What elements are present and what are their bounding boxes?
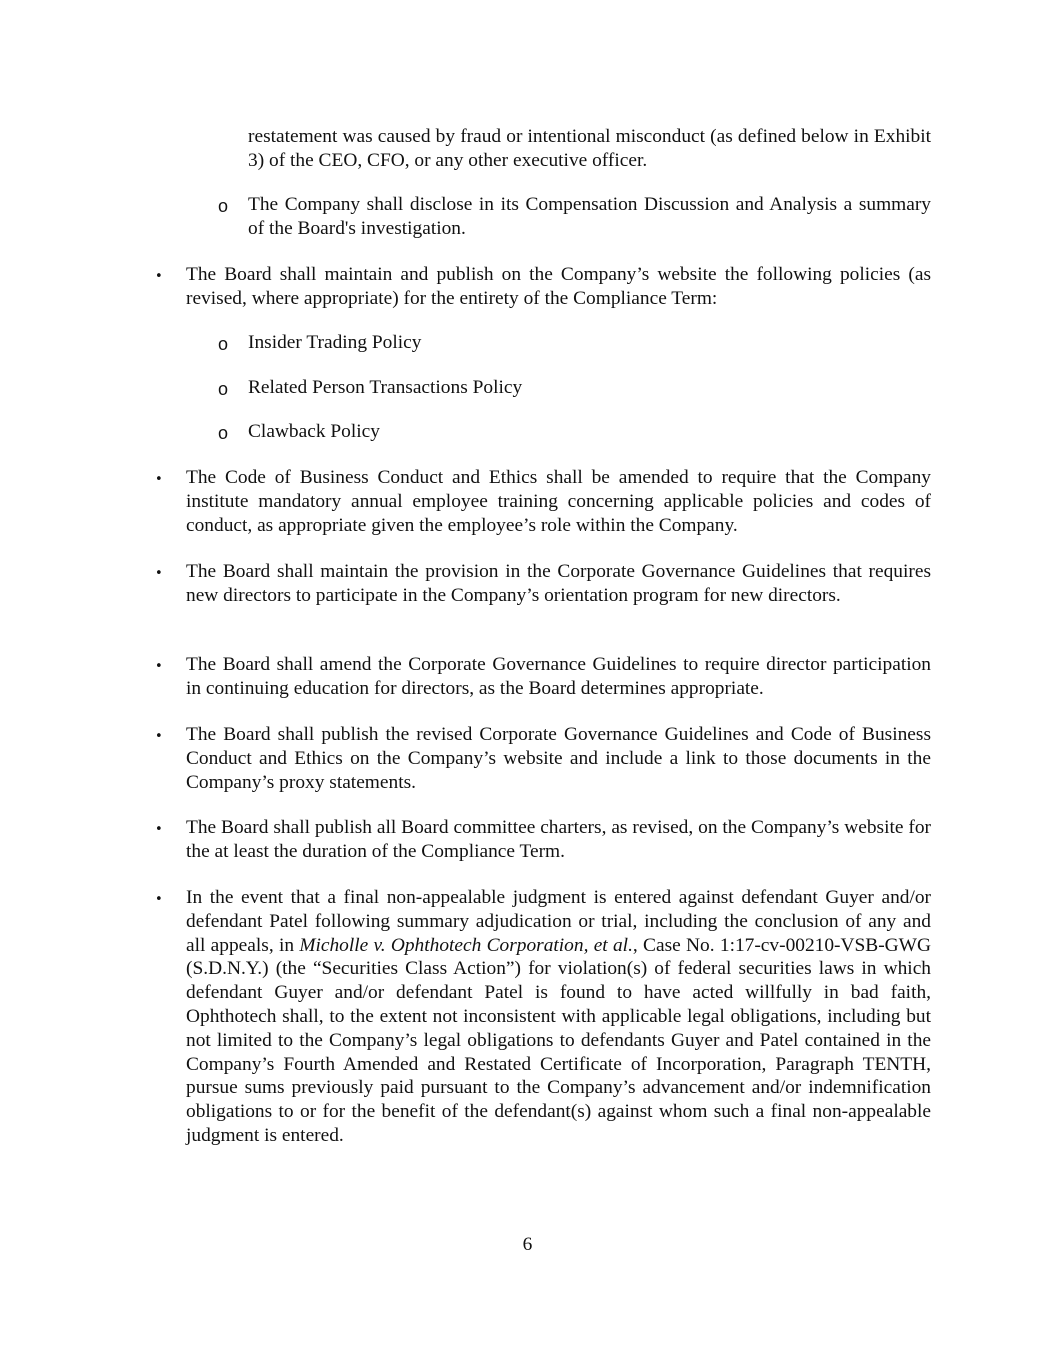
case-name: Micholle v. Ophthotech Corporation, et al. xyxy=(299,934,633,956)
disclosure-paragraph: The Company shall disclose in its Compensation Discussion and Analysis a summary of the Board's investigation. xyxy=(248,194,931,239)
bullet-policies-paragraph: The Board shall maintain and publish on the Company’s website the following policies (as revised, where appropriate) for the entirety of the Compliance Term: xyxy=(186,264,931,309)
bullet-code-of-conduct-paragraph: The Code of Business Conduct and Ethics shall be amended to require that the Company institute mandatory annual employee training concerning applicable policies and codes of conduct, as appropriate given the employee’s role within the Company. xyxy=(186,467,931,536)
policy-insider-trading: Insider Trading Policy xyxy=(248,332,422,353)
sub-bullet-marker: o xyxy=(218,334,229,354)
bullet-marker: • xyxy=(155,566,163,581)
page-number: 6 xyxy=(522,1234,533,1255)
judgment-text-after: , Case No. 1:17-cv-00210-VSB-GWG (S.D.N.Y.) (the “Securities Class Action”) for violation(s) of federal securities laws in which defendant Guyer and/or defendant Patel is found to have acted willfully in bad faith, Ophthotech shall, to the extent not inconsistent with applicable legal obligations, including but not limited to the Company’s legal obligations to defendants Guyer and Patel contained in the Company’s Fourth Amended and Restated Certificate of Incorporation, Paragraph TENTH, pursue sums previously paid pursuant to the Company’s advancement and/or indemnification obligations to or for the benefit of the defendant(s) against whom such a final non-appealable judgment is entered. xyxy=(186,934,931,1146)
continuation-paragraph: restatement was caused by fraud or intentional misconduct (as defined below in Exhibit 3) of the CEO, CFO, or any other executive officer. xyxy=(248,126,931,171)
bullet-marker: • xyxy=(155,822,163,837)
sub-bullet-marker: o xyxy=(218,423,229,443)
bullet-marker: • xyxy=(155,729,163,744)
policy-related-person: Related Person Transactions Policy xyxy=(248,377,523,398)
policy-clawback: Clawback Policy xyxy=(248,421,380,442)
bullet-education-paragraph: The Board shall amend the Corporate Governance Guidelines to require director participation in continuing education for directors, as the Board determines appropriate. xyxy=(186,654,931,699)
bullet-marker: • xyxy=(155,269,163,284)
bullet-marker: • xyxy=(155,659,163,674)
bullet-marker: • xyxy=(155,472,163,487)
bullet-judgment-paragraph xyxy=(186,886,931,1148)
bullet-orientation-paragraph: The Board shall maintain the provision in the Corporate Governance Guidelines that requires new directors to participate in the Company’s orientation program for new directors. xyxy=(186,561,931,606)
bullet-marker: • xyxy=(155,892,163,907)
sub-bullet-marker: o xyxy=(218,196,229,216)
bullet-publish-guidelines-paragraph: The Board shall publish the revised Corporate Governance Guidelines and Code of Business Conduct and Ethics on the Company’s website and include a link to those documents in the Company’s proxy statements. xyxy=(186,724,931,793)
judgment-text-before: In the event that a final non-appealable judgment is entered against defendant Guyer and/or defendant Patel following summary adjudication or trial, including the conclusion of any and all appeals, in xyxy=(186,887,931,956)
sub-bullet-marker: o xyxy=(218,379,229,399)
bullet-charters-paragraph: The Board shall publish all Board committee charters, as revised, on the Company’s website for the at least the duration of the Compliance Term. xyxy=(186,817,931,862)
